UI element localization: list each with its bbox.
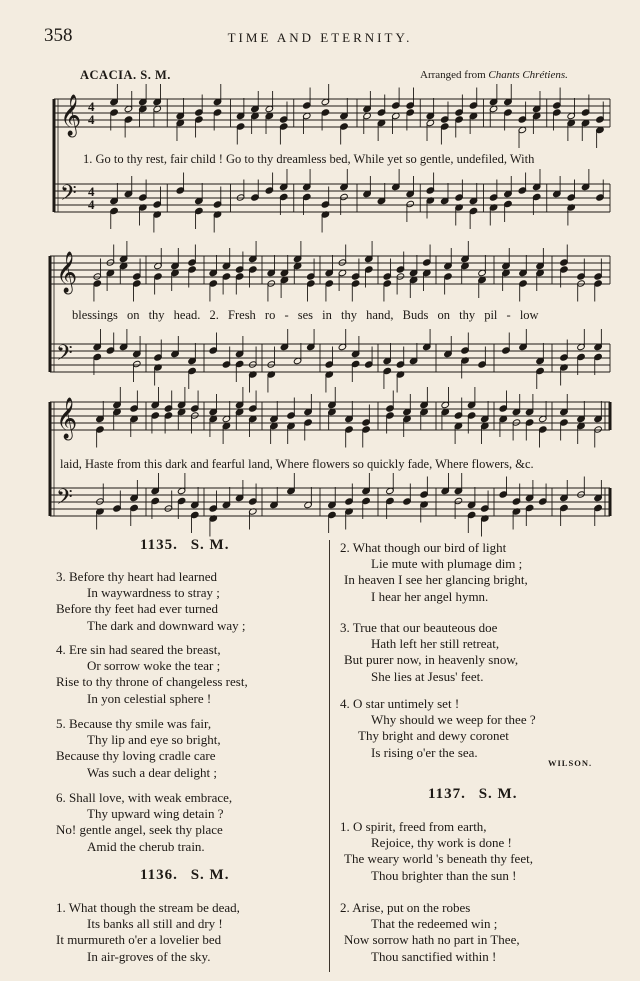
hymn-1135-verse-4 <box>56 642 248 707</box>
verse-line: Rejoice, thy work is done ! <box>371 835 512 851</box>
verse-line: Thy bright and dewy coronet <box>358 728 509 744</box>
verse-line: Or sorrow woke the tear ; <box>87 658 221 674</box>
verse-line: But purer now, in heavenly snow, <box>344 652 519 668</box>
page-number: 358 <box>44 25 73 46</box>
hymn-1136-verse-1 <box>56 900 240 965</box>
verse-line: It murmureth o'er a lovelier bed <box>56 932 222 948</box>
bass-clef-icon: 𝄢 <box>56 341 73 371</box>
verse-line: In waywardness to stray ; <box>87 585 220 601</box>
verse-line: The dark and downward way ; <box>87 617 246 633</box>
verse-line: Now sorrow hath no part in Thee, <box>344 932 520 948</box>
verse-line: In heaven I see her glancing bright, <box>344 572 528 588</box>
hymn-number: 1137. <box>428 786 466 802</box>
verse-line: Thy lip and eye so bright, <box>87 732 221 748</box>
hymn-1135-heading <box>140 537 229 554</box>
verse-line: Why should we weep for thee ? <box>371 712 536 728</box>
column-divider <box>329 540 330 972</box>
verse-line: 4. Ere sin had seared the breast, <box>56 642 221 657</box>
hymn-number: 1135. <box>140 537 178 553</box>
tune-name: ACACIA. S. M. <box>80 68 171 82</box>
verse-line: 6. Shall love, with weak embrace, <box>56 790 233 805</box>
verse-line: 1. What though the stream be dead, <box>56 900 240 915</box>
treble-clef-icon: 𝄞 <box>56 252 78 293</box>
verse-line: Its banks all still and dry ! <box>87 916 223 932</box>
lyric-line-3: laid, Haste from this dark and fearful land, Where flowers so quickly fade, Where flowers, &c. <box>60 457 534 471</box>
verse-line: Because thy loving cradle care <box>56 748 216 764</box>
hymn-1136-verse-4 <box>340 696 536 761</box>
hymn-1137-heading <box>428 786 517 803</box>
verse-line: 2. Arise, put on the robes <box>340 900 471 915</box>
verse-line: Amid the cherub train. <box>87 838 205 854</box>
time-signature: 4 <box>88 112 95 127</box>
time-signature: 4 <box>88 99 95 114</box>
verse-line: Hath left her still retreat, <box>371 636 500 652</box>
verse-line: She lies at Jesus' feet. <box>371 668 484 684</box>
verse-line: In air-groves of the sky. <box>87 948 211 964</box>
lyric-line-2: blessings on thy head. 2. Fresh ro - ses in thy hand, Buds on thy pil - low <box>72 308 539 322</box>
verse-line: The weary world 's beneath thy feet, <box>344 851 533 867</box>
verse-line: Thou brighter than the sun ! <box>371 867 517 883</box>
verse-line: 5. Because thy smile was fair, <box>56 716 212 731</box>
time-signature: 4 <box>88 184 95 199</box>
verse-line: No! gentle angel, seek thy place <box>56 822 223 838</box>
verse-line: I hear her angel hymn. <box>371 588 489 604</box>
bass-clef-icon: 𝄢 <box>60 181 77 211</box>
author-credit: WILSON. <box>548 758 593 768</box>
running-title: TIME AND ETERNITY. <box>227 30 413 45</box>
arranger-prefix: Arranged from <box>420 69 486 81</box>
verse-line: Lie mute with plumage dim ; <box>371 556 523 572</box>
lyric-line-1: 1. Go to thy rest, fair child ! Go to thy dreamless bed, While yet so gentle, undefiled, With <box>83 152 535 166</box>
verse-line: Rise to thy throne of changeless rest, <box>56 674 248 690</box>
hymn-1135-verse-5 <box>56 716 221 781</box>
verse-line: Before thy feet had ever turned <box>56 601 219 617</box>
bass-clef-icon: 𝄢 <box>56 485 73 515</box>
verse-line: 3. Before thy heart had learned <box>56 569 217 584</box>
hymn-1137-verse-1 <box>340 819 533 884</box>
verse-line: 1. O spirit, freed from earth, <box>340 819 487 834</box>
hymn-1136-heading <box>140 867 229 884</box>
treble-clef-icon: 𝄞 <box>60 95 82 136</box>
verse-line: Thou sanctified within ! <box>371 948 497 964</box>
verse-line: Thy upward wing detain ? <box>87 806 224 822</box>
verse-line: Was such a dear delight ; <box>87 764 217 780</box>
verse-line: That the redeemed win ; <box>371 916 498 932</box>
verse-line: 2. What though our bird of light <box>340 540 507 555</box>
hymn-meter: S. M. <box>478 786 518 802</box>
verse-line: 4. O star untimely set ! <box>340 696 460 711</box>
hymn-1135-verse-3 <box>56 569 245 634</box>
hymn-meter: S. M. <box>190 867 230 883</box>
hymn-number: 1136. <box>140 867 178 883</box>
hymn-1137-verse-2 <box>340 900 520 965</box>
hymn-1136-verse-3 <box>340 620 518 685</box>
verse-line: Is rising o'er the sea. <box>371 744 478 760</box>
verse-line: In yon celestial sphere ! <box>87 690 212 706</box>
treble-clef-icon: 𝄞 <box>56 398 78 439</box>
arranger-source: Chants Chrétiens. <box>488 69 568 81</box>
hymn-meter: S. M. <box>190 537 230 553</box>
hymn-1136-verse-2 <box>340 540 528 605</box>
hymn-1135-verse-6 <box>56 790 232 855</box>
verse-line: 3. True that our beauteous doe <box>340 620 498 635</box>
time-signature: 4 <box>88 197 95 212</box>
